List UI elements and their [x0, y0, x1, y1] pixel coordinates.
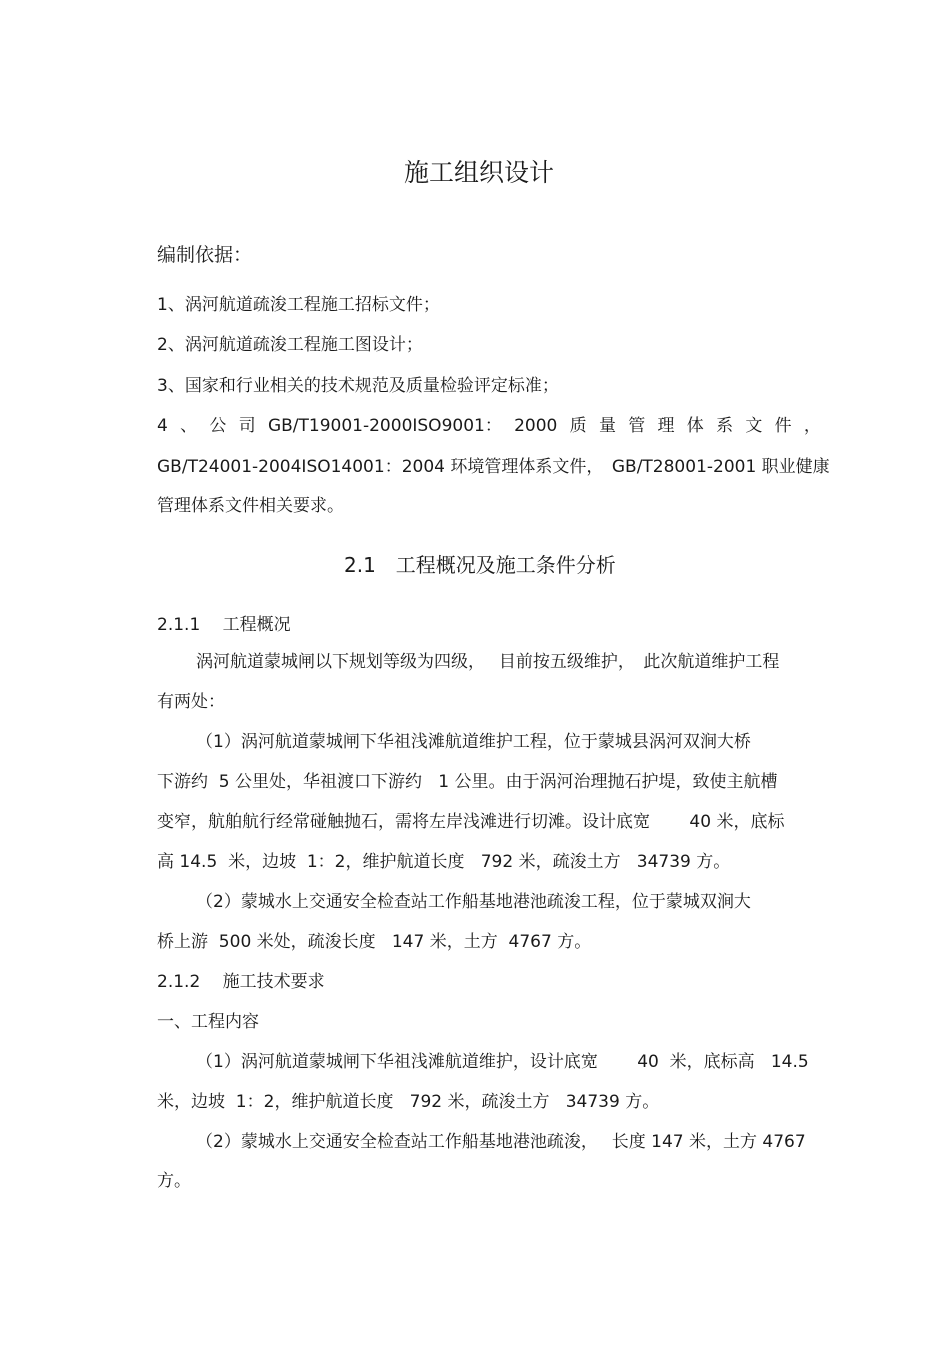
basis-item-4-token: GB/T19001-2000ISO9001：	[267, 416, 502, 436]
basis-item-2: 2、涡河航道疏浚工程施工图设计；	[157, 335, 423, 355]
basis-item-4-line2: GB/T24001-2004ISO14001：2004 环境管理体系文件， GB/T28001-2001 职业健康	[157, 457, 830, 477]
paragraph-line: 桥上游 500 米处，疏浚长度 147 米，土方 4767 方。	[157, 932, 592, 952]
basis-item-1: 1、涡河航道疏浚工程施工招标文件；	[157, 295, 440, 315]
basis-item-4-line1	[157, 415, 821, 437]
basis-item-4-token: 系	[716, 416, 734, 436]
basis-item-4-token: 体	[686, 416, 704, 436]
paragraph-line: （1）涡河航道蒙城闸下华祖浅滩航道维护，设计底宽 40 米，底标高 14.5	[196, 1052, 809, 1072]
basis-item-4-token: 2000	[514, 416, 558, 436]
subsection-heading-2-1-2: 2.1.2 施工技术要求	[157, 972, 325, 992]
page-title: 施工组织设计	[404, 158, 555, 187]
paragraph-line: 下游约 5 公里处，华祖渡口下游约 1 公里。由于涡河治理抛石护堤，致使主航槽	[157, 772, 778, 792]
basis-item-4-token: 件	[774, 416, 792, 436]
paragraph-line: 米，边坡 1：2，维护航道长度 792 米，疏浚土方 34739 方。	[157, 1092, 660, 1112]
basis-item-4-token: 文	[745, 416, 763, 436]
paragraph-line: 涡河航道蒙城闸以下规划等级为四级， 目前按五级维护， 此次航道维护工程	[196, 652, 780, 672]
paragraph-line: （2）蒙城水上交通安全检查站工作船基地港池疏浚， 长度 147 米，土方 4767	[196, 1132, 806, 1152]
paragraph-line: 方。	[157, 1171, 191, 1191]
section-heading-2-1: 2.1 工程概况及施工条件分析	[344, 553, 616, 577]
paragraph-line: 有两处：	[157, 692, 225, 712]
subsection-heading-2-1-1: 2.1.1 工程概况	[157, 615, 291, 635]
basis-item-4-token: 、	[180, 416, 198, 436]
basis-item-4-line3: 管理体系文件相关要求。	[157, 496, 344, 516]
basis-item-4-token: 公	[209, 416, 227, 436]
paragraph-line: 变窄，航舶航行经常碰触抛石，需将左岸浅滩进行切滩。设计底宽 40 米，底标	[157, 812, 785, 832]
basis-heading: 编制依据：	[157, 244, 253, 266]
basis-item-4-token: 4	[157, 416, 168, 436]
basis-item-4-token: 理	[657, 416, 675, 436]
basis-item-3: 3、国家和行业相关的技术规范及质量检验评定标准；	[157, 376, 559, 396]
basis-item-4-token: 质	[569, 416, 587, 436]
basis-item-4-token: 司	[238, 416, 256, 436]
paragraph-line: 高 14.5 米，边坡 1：2，维护航道长度 792 米，疏浚土方 34739 方。	[157, 852, 731, 872]
paragraph-line: （1）涡河航道蒙城闸下华祖浅滩航道维护工程，位于蒙城县涡河双涧大桥	[196, 732, 751, 752]
paragraph-line: （2）蒙城水上交通安全检查站工作船基地港池疏浚工程，位于蒙城双涧大	[196, 892, 751, 912]
subheading-work-content: 一、工程内容	[157, 1012, 259, 1032]
basis-item-4-token: 量	[598, 416, 616, 436]
basis-item-4-token: 管	[628, 416, 646, 436]
basis-item-4-token: ，	[803, 416, 821, 436]
